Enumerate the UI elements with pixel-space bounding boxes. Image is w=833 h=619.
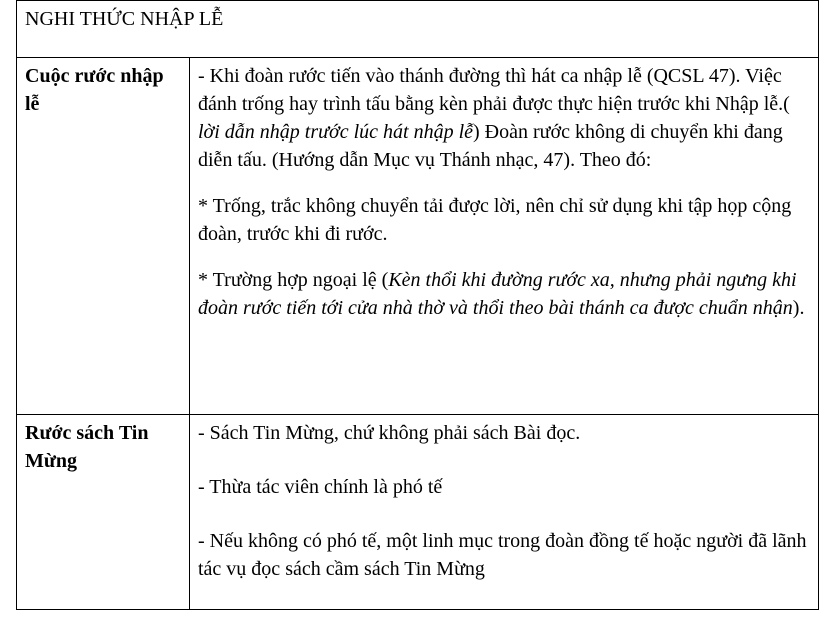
text-span: - Khi đoàn rước tiến vào thánh đường thì hát ca nhập lễ (QCSL 47). Việc đánh trống hay trình tấu bằng kèn phải được thực hiện trước khi Nhập lễ.(: [198, 65, 790, 115]
paragraph: - Nếu không có phó tế, một linh mục trong đoàn đồng tế hoặc người đã lãnh tác vụ đọc sách cầm sách Tin Mừng: [198, 530, 807, 580]
row-content-entrance-procession: [190, 58, 819, 415]
text-span: ).: [792, 297, 805, 319]
text-span: ) Đoàn rước không di chuyển khi đang diễn tấu. (Hướng dẫn Mục vụ Thánh nhạc, 47). Theo đó:: [198, 121, 783, 171]
italic-text: Kèn thổi khi đường rước xa, nhưng phải ngưng khi đoàn rước tiến tới cửa nhà thờ và thổi theo bài thánh ca được chuẩn nhận: [198, 269, 797, 319]
title-row: [17, 1, 819, 58]
italic-text: lời dẫn nhập trước lúc hát nhập lễ: [198, 121, 474, 143]
text-span: * Trường hợp ngoại lệ (: [198, 269, 389, 291]
table-row: [17, 58, 819, 415]
row-label-entrance-procession: Cuộc rước nhập lễ: [17, 58, 190, 415]
row-label-gospel-procession: Rước sách Tin Mừng: [17, 415, 190, 610]
paragraph: [198, 62, 812, 174]
paragraph: [198, 266, 812, 322]
table-row: [17, 415, 819, 610]
row-content-gospel-procession: [190, 415, 819, 610]
paragraph: - Sách Tin Mừng, chứ không phải sách Bài đọc.: [198, 422, 581, 444]
paragraph: * Trống, trắc không chuyển tải được lời, nên chỉ sử dụng khi tập họp cộng đoàn, trước khi đi rước.: [198, 195, 792, 245]
table-title: NGHI THỨC NHẬP LỄ: [17, 1, 819, 58]
rite-table: [16, 0, 819, 610]
paragraph: - Thừa tác viên chính là phó tế: [198, 476, 443, 498]
